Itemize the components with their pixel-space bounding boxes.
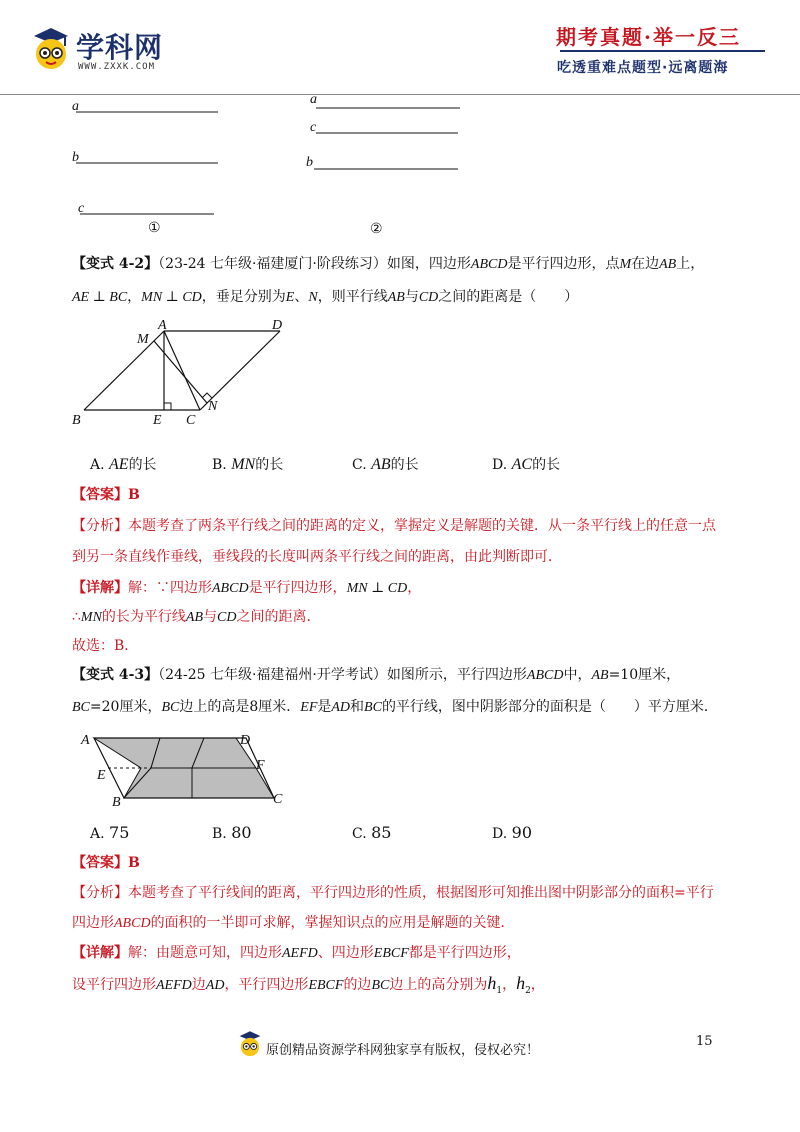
parallel-lines-figure — [60, 92, 480, 242]
q42-answer: 【答案】B — [72, 487, 140, 503]
q43-option-c: C. 85 — [352, 823, 392, 842]
slogan-bottom: 吃透重难点题型·远离题海 — [557, 60, 729, 76]
q43-fig-D: D — [240, 733, 251, 748]
q42-analysis-2: 到另一条直线作垂线，垂线段的长度叫两条平行线之间的距离，由此判断即可． — [72, 549, 562, 565]
q43-line1: 【变式 4-3】（24-25 七年级·福建福州·开学考试）如图所示，平行四边形ABCD中，AB=10厘米， — [72, 667, 681, 683]
q42-line1: 【变式 4-2】（23-24 七年级·福建厦门·阶段练习）如图，四边形ABCD是平行四边形，点M在边AB上， — [72, 256, 705, 272]
left-caption: ① — [148, 220, 161, 236]
q43-analysis-2: 四边形ABCD的面积的一半即可求解，掌握知识点的应用是解题的关键． — [72, 915, 515, 931]
q43-option-a: A. 75 — [90, 823, 130, 842]
q42-fig-E: E — [153, 413, 162, 428]
header — [0, 0, 800, 96]
q43-fig-B: B — [112, 795, 121, 810]
q42-option-d: D. AC的长 — [492, 456, 561, 473]
slogan-top: 期考真题·举一反三 — [556, 25, 741, 49]
q42-option-a: A. AE的长 — [90, 456, 157, 473]
right-label-c: c — [310, 120, 317, 135]
q42-choose: 故选：B． — [72, 638, 139, 654]
q42-option-c: C. AB的长 — [352, 456, 419, 473]
left-label-c: c — [78, 201, 85, 216]
q43-option-b: B. 80 — [212, 823, 252, 842]
q43-detail-2: 设平行四边形AEFD边AD，平行四边形EBCF的边BC边上的高分别为$h_1$，$h_2$， — [72, 973, 545, 996]
left-label-b: b — [72, 150, 79, 165]
q42-line2: AE ⊥ BC，MN ⊥ CD，垂足分别为E、N，则平行线AB与CD之间的距离是（ ） — [72, 289, 579, 305]
q42-fig-C: C — [186, 413, 196, 428]
footer-mascot-icon — [236, 1030, 264, 1058]
q43-fig-E: E — [97, 768, 106, 783]
q42-fig-N: N — [208, 399, 218, 414]
q43-analysis-1: 【分析】本题考查了平行线间的距离，平行四边形的性质，根据图形可知推出图中阴影部分的面积=平行 — [72, 885, 714, 901]
right-caption: ② — [370, 221, 383, 237]
q42-analysis-1: 【分析】本题考查了两条平行线之间的距离的定义，掌握定义是解题的关键．从一条平行线上的任意一点 — [72, 518, 716, 534]
q42-fig-D: D — [272, 318, 283, 333]
q43-fig-A: A — [81, 733, 90, 748]
logo-text: 学科网 — [76, 31, 164, 64]
q43-fig-C: C — [273, 792, 283, 807]
q42-detail-2: ∴MN的长为平行线AB与CD之间的距离． — [72, 609, 321, 625]
q43-line2: BC=20厘米，BC边上的高是8厘米．EF是AD和BC的平行线，图中阴影部分的面积是（ ）平方厘米． — [72, 699, 718, 715]
page-number: 15 — [696, 1034, 713, 1049]
q43-option-d: D. 90 — [492, 823, 532, 842]
q42-detail-1: 【详解】解：∵四边形ABCD是平行四边形，MN ⊥ CD， — [72, 580, 422, 596]
q43-answer: 【答案】B — [72, 855, 140, 871]
q42-fig-M: M — [137, 332, 149, 347]
left-label-a: a — [72, 99, 79, 114]
q42-fig-A: A — [158, 318, 167, 333]
right-label-a: a — [310, 92, 317, 107]
footer-copyright: 原创精品资源学科网独家享有版权，侵权必究！ — [266, 1043, 540, 1058]
slogan-divider — [560, 50, 765, 52]
q42-fig-B: B — [72, 413, 81, 428]
q43-fig-F: F — [256, 758, 265, 773]
logo-url: WWW.ZXXK.COM — [78, 62, 156, 72]
q43-detail-1: 【详解】解：由题意可知，四边形AEFD、四边形EBCF都是平行四边形， — [72, 945, 521, 961]
right-label-b: b — [306, 155, 313, 170]
logo-mascot-icon — [30, 26, 72, 72]
q42-option-b: B. MN的长 — [212, 456, 284, 473]
